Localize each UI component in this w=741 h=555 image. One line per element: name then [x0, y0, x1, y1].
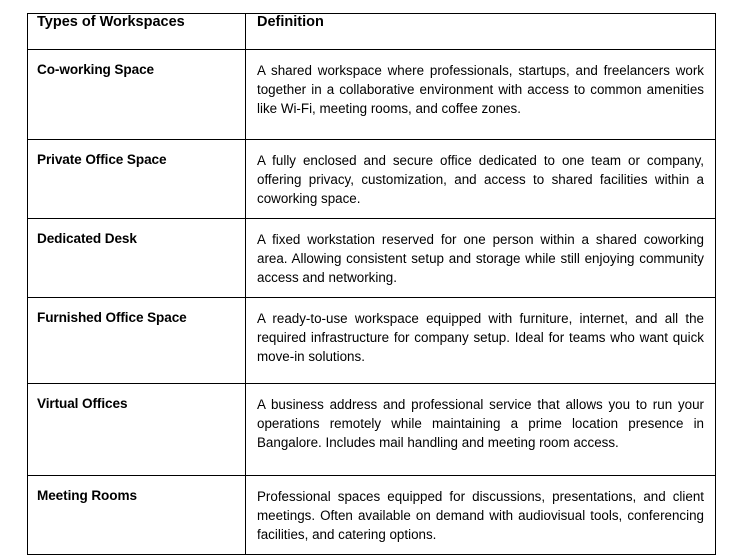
workspace-types-table-container [27, 13, 715, 555]
table-header [28, 14, 716, 50]
column-header-definition-label: Definition [257, 14, 324, 30]
workspace-type-cell [28, 50, 246, 140]
table-row [28, 50, 716, 140]
workspace-definition-text: A ready-to-use workspace equipped with furniture, internet, and all the required infrastructure for company setup. Ideal for teams who want quick move-in solutions. [257, 311, 704, 365]
table-header-row [28, 14, 716, 50]
workspace-type-label: Co-working Space [37, 62, 154, 77]
workspace-definition-cell [246, 384, 716, 476]
workspace-definition-text: A fully enclosed and secure office dedicated to one team or company, offering privacy, customization, and access to shared facilities within a coworking space. [257, 153, 704, 207]
workspace-definition-text: A fixed workstation reserved for one person within a shared coworking area. Allowing consistent setup and storage while still enjoying community access and networking. [257, 232, 704, 286]
workspace-definition-cell [246, 50, 716, 140]
table-body [28, 50, 716, 555]
workspace-types-table [27, 13, 716, 555]
workspace-type-cell [28, 219, 246, 298]
workspace-type-cell [28, 140, 246, 219]
table-row [28, 476, 716, 555]
workspace-definition-text: A business address and professional service that allows you to run your operations remotely while maintaining a prime location presence in Bangalore. Includes mail handling and meeting room access. [257, 397, 704, 451]
table-row [28, 298, 716, 384]
workspace-definition-cell [246, 298, 716, 384]
workspace-definition-text: Professional spaces equipped for discussions, presentations, and client meetings. Often available on demand with audiovisual tools, conferencing facilities, and catering options. [257, 489, 704, 543]
column-header-types-of-workspaces-label: Types of Workspaces [37, 14, 185, 30]
workspace-definition-cell [246, 476, 716, 555]
workspace-definition-cell [246, 140, 716, 219]
workspace-type-cell [28, 384, 246, 476]
table-row [28, 219, 716, 298]
table-row [28, 384, 716, 476]
workspace-type-label: Furnished Office Space [37, 310, 187, 326]
workspace-type-cell [28, 298, 246, 384]
workspace-definition-cell [246, 219, 716, 298]
column-header-definition [246, 14, 716, 50]
workspace-type-label: Virtual Offices [37, 396, 128, 412]
workspace-type-label: Dedicated Desk [37, 231, 137, 247]
column-header-types-of-workspaces [28, 14, 246, 50]
workspace-type-label: Private Office Space [37, 152, 167, 167]
workspace-type-cell [28, 476, 246, 555]
workspace-definition-text: A shared workspace where professionals, startups, and freelancers work together in a collaborative environment with access to common amenities like Wi-Fi, meeting rooms, and coffee zones. [257, 63, 704, 117]
table-row [28, 140, 716, 219]
workspace-type-label: Meeting Rooms [37, 488, 137, 504]
